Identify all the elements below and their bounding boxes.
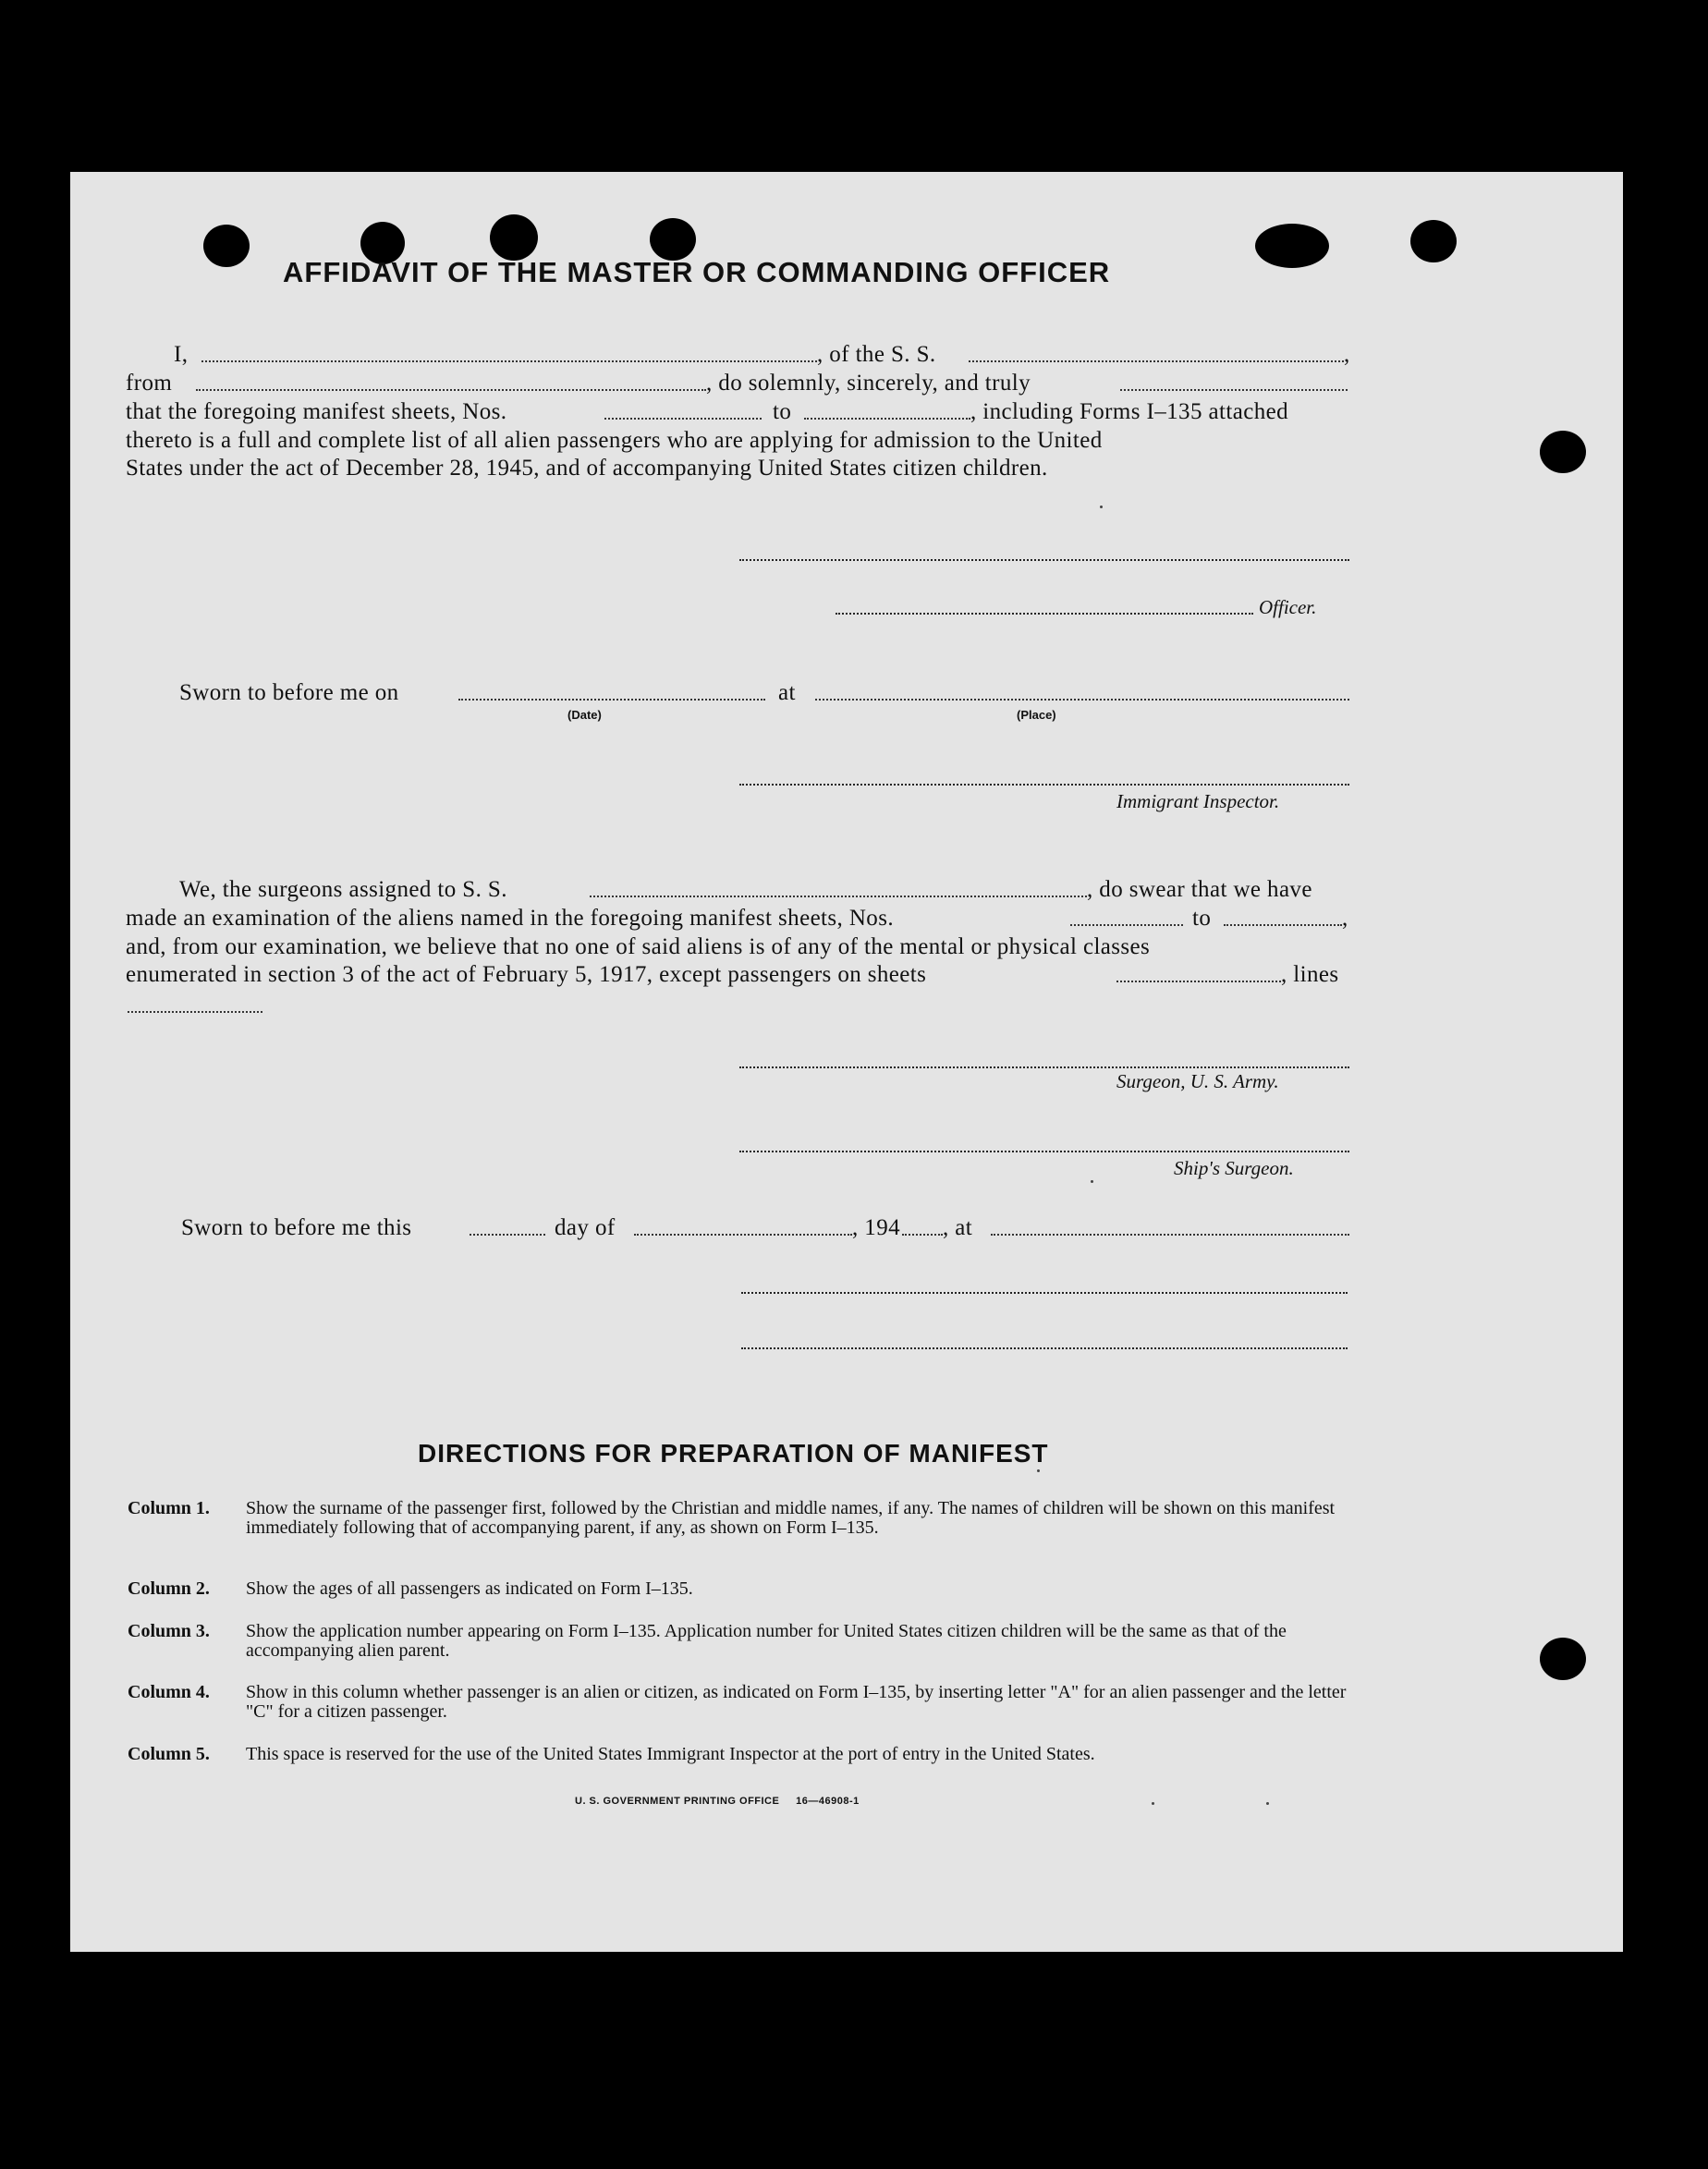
- paper-speck: [1100, 506, 1103, 508]
- army-surgeon-signature-line[interactable]: [739, 1066, 1349, 1068]
- affidavit-word-i: I,: [174, 342, 189, 367]
- paper-speck: [1152, 1802, 1154, 1805]
- affidavit-line5: States under the act of December 28, 1945, and of accompanying United States citizen children.: [126, 456, 1048, 481]
- affidavit-comma: ,: [1344, 342, 1350, 367]
- punch-hole: [650, 218, 696, 261]
- column-5-text: This space is reserved for the use of the United States Immigrant Inspector at the port of entry in the United States.: [246, 1744, 1095, 1764]
- sworn-year-prefix: , 194: [852, 1215, 900, 1240]
- sworn-place-field[interactable]: [815, 699, 1349, 701]
- master-name-field[interactable]: [201, 360, 817, 362]
- column-4-text: Show in this column whether passenger is an alien or citizen, as indicated on Form I–135, by inserting letter "A" for an alien passenger and the letter "C" for a citizen passenger.: [246, 1682, 1347, 1722]
- inspector-title-line[interactable]: [741, 1347, 1348, 1349]
- column-5-label: Column 5.: [128, 1744, 210, 1764]
- column-3-label: Column 3.: [128, 1621, 210, 1641]
- punch-hole: [1540, 1638, 1586, 1680]
- affidavit-solemnly: , do solemnly, sincerely, and truly: [706, 371, 1031, 396]
- officer-signature-line[interactable]: [836, 613, 1253, 615]
- sworn-at: at: [778, 680, 796, 705]
- punch-hole: [1255, 224, 1329, 268]
- surgeons-to: to: [1192, 906, 1212, 931]
- surgeons-made: made an examination of the aliens named in the foregoing manifest sheets, Nos.: [126, 906, 894, 931]
- paper-speck: [1266, 1802, 1269, 1805]
- paper-speck: [1037, 1469, 1040, 1472]
- column-4-label: Column 4.: [128, 1682, 210, 1702]
- surgeon-army-label: Surgeon, U. S. Army.: [1116, 1070, 1279, 1092]
- place-caption: (Place): [1017, 708, 1056, 722]
- port-from-field[interactable]: [196, 389, 706, 391]
- ships-surgeon-signature-line[interactable]: [739, 1151, 1349, 1152]
- sworn-day-field[interactable]: [470, 1234, 545, 1236]
- surgeons-comma: ,: [1342, 906, 1348, 931]
- sworn-day-of: day of: [555, 1215, 616, 1240]
- printing-office-footer: U. S. GOVERNMENT PRINTING OFFICE 16—46908-1: [575, 1796, 860, 1807]
- inspector-signature-line[interactable]: [739, 784, 1349, 786]
- surgeon-sheets-to-field[interactable]: [1224, 924, 1342, 926]
- column-1-text: Show the surname of the passenger first, followed by the Christian and middle names, if any. The names of children will be shown on this manifest immediately following that of accompanying parent, if any, as shown on Form I–135.: [246, 1498, 1336, 1538]
- ships-surgeon-label: Ship's Surgeon.: [1174, 1157, 1294, 1179]
- immigrant-inspector-label: Immigrant Inspector.: [1116, 790, 1280, 812]
- surgeons-swear: , do swear that we have: [1087, 877, 1312, 902]
- date-caption: (Date): [567, 708, 602, 722]
- punch-hole: [490, 214, 538, 261]
- master-signature-line[interactable]: [739, 559, 1349, 561]
- sheets-from-field[interactable]: [604, 418, 762, 420]
- sworn-month-field[interactable]: [634, 1234, 852, 1236]
- punch-hole: [1410, 220, 1457, 262]
- sheets-to-field[interactable]: [804, 418, 970, 420]
- column-2-label: Column 2.: [128, 1578, 210, 1599]
- column-1-label: Column 1.: [128, 1498, 210, 1518]
- affidavit-to: to: [773, 399, 792, 424]
- column-2-text: Show the ages of all passengers as indicated on Form I–135.: [246, 1578, 693, 1599]
- affidavit-foregoing: that the foregoing manifest sheets, Nos.: [126, 399, 507, 424]
- officer-label: Officer.: [1259, 596, 1317, 618]
- affidavit-including: , including Forms I–135 attached: [970, 399, 1288, 424]
- punch-hole: [203, 225, 250, 267]
- punch-hole: [1540, 431, 1586, 473]
- column-3-text: Show the application number appearing on Form I–135. Application number for United States citizen children will be the same as that of the accompanying alien parent.: [246, 1621, 1287, 1661]
- surgeons-lines: , lines: [1281, 962, 1339, 987]
- surgeons-we: We, the surgeons assigned to S. S.: [179, 877, 507, 902]
- ship-name-field[interactable]: [969, 360, 1344, 362]
- swear-affirm-field[interactable]: [1120, 389, 1348, 391]
- surgeons-enumerated: enumerated in section 3 of the act of February 5, 1917, except passengers on sheets: [126, 962, 927, 987]
- except-lines-field[interactable]: [128, 1011, 262, 1013]
- sworn-before-me-on: Sworn to before me on: [179, 680, 399, 705]
- sworn-place-field-2[interactable]: [991, 1234, 1349, 1236]
- sworn-this: Sworn to before me this: [181, 1215, 412, 1240]
- affidavit-title: AFFIDAVIT OF THE MASTER OR COMMANDING OFFICER: [283, 256, 1111, 288]
- inspector-signature-line-2[interactable]: [741, 1292, 1348, 1294]
- sworn-date-field[interactable]: [458, 699, 765, 701]
- except-sheets-field[interactable]: [1116, 981, 1281, 982]
- affidavit-from: from: [126, 371, 173, 396]
- sworn-at-2: , at: [943, 1215, 973, 1240]
- affidavit-line4: thereto is a full and complete list of all alien passengers who are applying for admission to the United: [126, 428, 1103, 453]
- affidavit-of-ss: , of the S. S.: [817, 342, 936, 367]
- surgeons-line3: and, from our examination, we believe that no one of said aliens is of any of the mental or physical classes: [126, 934, 1151, 959]
- paper-speck: [1091, 1180, 1093, 1183]
- directions-title: DIRECTIONS FOR PREPARATION OF MANIFEST: [418, 1439, 1049, 1468]
- sworn-year-field[interactable]: [902, 1234, 943, 1236]
- surgeon-ship-field[interactable]: [590, 896, 1087, 897]
- surgeon-sheets-from-field[interactable]: [1070, 924, 1183, 926]
